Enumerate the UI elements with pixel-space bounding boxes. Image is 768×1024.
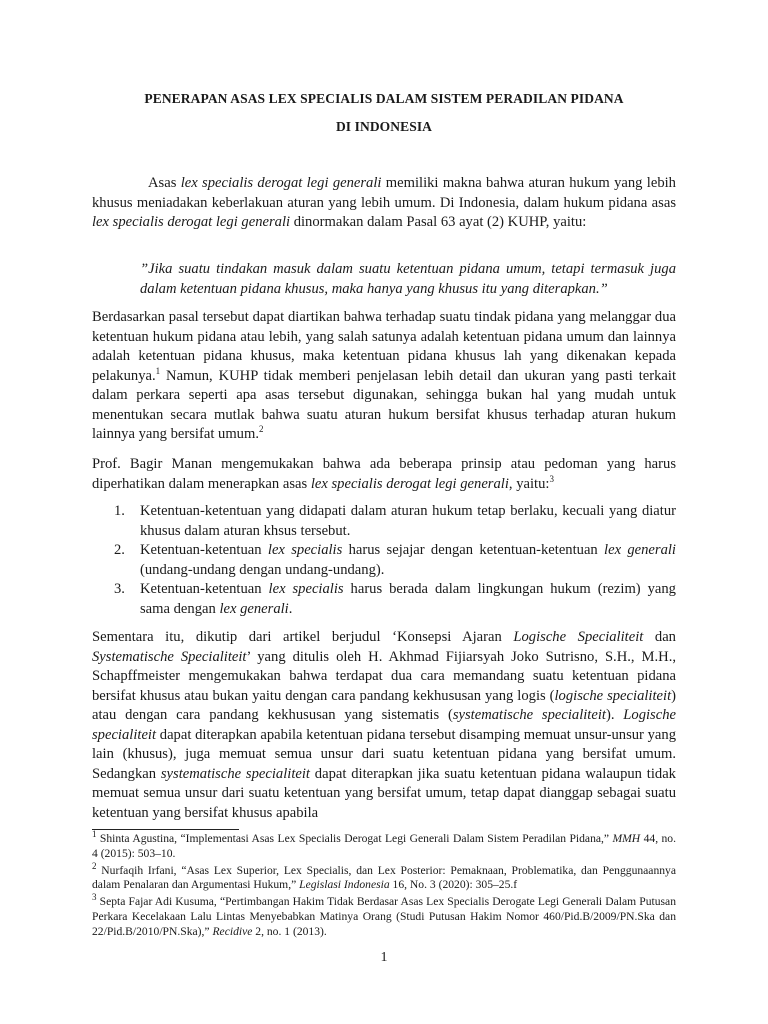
list-item: 2. Ketentuan-ketentuan lex specialis harus sejajar dengan ketentuan-ketentuan lex generali (undang-undang dengan undang-undang). [114, 542, 676, 578]
paragraph-4: Sementara itu, dikutip dari artikel berjudul ‘Konsepsi Ajaran Logische Specialiteit dan Systematische Specialiteit’ yang ditulis oleh H. Akhmad Fijiarsyah Joko Sutrisno, S.H., M.H., Schapffmeister mengemukakan bahwa terdapat dua cara memandang suatu ketentuan pidana bersifat khusus atau bukan yaitu dengan cara pandang kekhususan yang logis (logische specialiteit) atau dengan cara pandang kekhususan yang sistematis (systematische specialiteit). Logische specialiteit dapat diterapkan apabila ketentuan pidana tersebut disamping memuat unsur-unsur yang lain (khusus), juga memuat semua unsur dari suatu ketentuan pidana yang bersifat umum. Sedangkan systematische specialiteit dapat diterapkan jika suatu ketentuan pidana walaupun tidak memuat semua unsur dari suatu ketentuan yang bersifat umum, tetap dapat dianggap sebagai suatu ketentuan yang bersifat khusus apabila [92, 629, 676, 821]
footnote-ref-3[interactable]: 3 [549, 473, 554, 484]
paragraph-2: Berdasarkan pasal tersebut dapat diartikan bahwa terhadap suatu tindak pidana yang melanggar dua ketentuan hukum pidana atau lebih, yang salah satunya adalah ketentuan pidana umum dan lainnya adalah ketentuan pidana khusus, maka ketentuan pidana khusus lah yang dikenakan kepada pelakunya.$^1$ Namun, KUHP tidak memberi penjelasan lebih detail dan ukuran yang pasti terkait dalam perkara seperti apa asas tersebut digunakan, sehingga bukan hal yang mudah untuk menentukan secara mutlak bahwa suatu aturan hukum bersifat khusus terhadap aturan hukum lainnya yang bersifat umum.$^2$ [92, 309, 676, 442]
paragraph-3: Prof. Bagir Manan mengemukakan bahwa ada beberapa prinsip atau pedoman yang harus diperhatikan dalam menerapkan asas lex specialis derogat legi generali, yaitu:$^3$ [92, 456, 676, 492]
list-item: 1. Ketentuan-ketentuan yang didapati dalam aturan hukum tetap berlaku, kecuali yang diatur khusus dalam aturan khsus tersebut. [114, 503, 676, 539]
block-quote: ”Jika suatu tindakan masuk dalam suatu ketentuan pidana umum, tetapi termasuk juga dalam ketentuan pidana khusus, maka hanya yang khusus itu yang diterapkan.” [140, 261, 676, 297]
footnote-2: $^2$ Nurfaqih Irfani, “Asas Lex Superior, Lex Specialis, dan Lex Posterior: Pemaknaan, Problematika, dan Penggunaannya dalam Penalaran dan Argumentasi Hukum,” Legislasi Indonesia 16, No. 3 (2020): 305–25.f [92, 860, 676, 892]
footnote-divider [92, 829, 239, 830]
document-title-line1: PENERAPAN ASAS LEX SPECIALIS DALAM SISTEM PERADILAN PIDANA [144, 91, 624, 106]
footnotes [92, 829, 677, 942]
document-title-line2: DI INDONESIA [335, 119, 433, 134]
footnote-ref-1[interactable]: 1 [155, 365, 161, 376]
footnote-ref-2[interactable]: 2 [258, 424, 264, 435]
page-number: 1 [380, 950, 388, 965]
principles-list [92, 502, 676, 619]
paragraph-1: Asas lex specialis derogat legi generali memiliki makna bahwa aturan hukum yang lebih khusus meniadakan keberlakuan aturan yang lebih umum. Di Indonesia, dalam hukum pidana asas lex specialis derogat legi generali dinormakan dalam Pasal 63 ayat (2) KUHP, yaitu: [92, 175, 676, 230]
footnote-3: $^3$ Septa Fajar Adi Kusuma, “Pertimbangan Hakim Tidak Berdasar Asas Lex Specialis Derogate Legi Generali Dalam Putusan Perkara Kecelakaan Lalu Lintas Menyebabkan Matinya Orang (Studi Putusan Hakim Nomor 460/Pid.B/2009/PN.Ska dan 22/Pid.B/2010/PN.Ska),” Recidive 2, no. 1 (2013). [92, 892, 676, 938]
list-item: 3. Ketentuan-ketentuan lex specialis harus berada dalam lingkungan hukum (rezim) yang sama dengan lex generali. [114, 581, 676, 617]
footnote-1: $^1$ Shinta Agustina, “Implementasi Asas Lex Specialis Derogat Legi Generali Dalam Sistem Peradilan Pidana,” MMH 44, no. 4 (2015): 503–10. [92, 829, 677, 860]
